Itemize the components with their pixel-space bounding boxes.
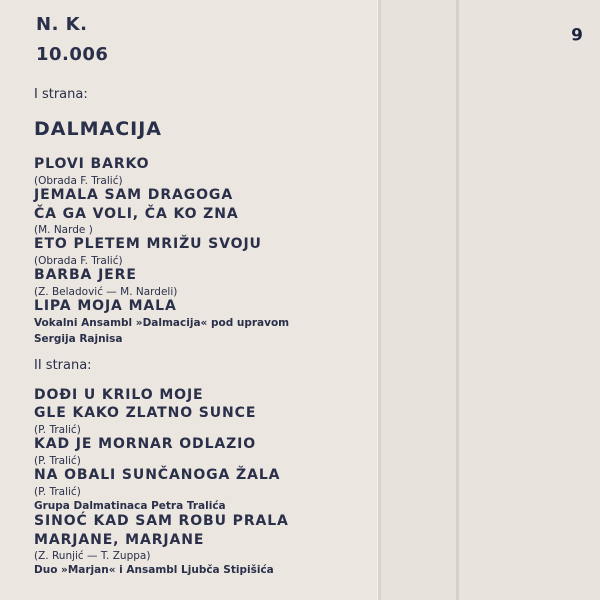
track-credit: (Obrada F. Tralić)	[34, 175, 123, 187]
track-title: ČA GA VOLI, ČA KO ZNA	[34, 206, 239, 222]
track-credit: (M. Narde )	[34, 224, 93, 236]
track-title: KAD JE MORNAR ODLAZIO	[34, 436, 257, 452]
performer-credit: Grupa Dalmatinaca Petra Tralića	[34, 500, 226, 512]
track-title: BARBA JERE	[34, 267, 137, 283]
track-title: NA OBALI SUNČANOGA ŽALA	[34, 467, 281, 483]
label-logo-icon: 6	[571, 23, 583, 43]
label-name: N. K.	[36, 14, 88, 35]
track-credit: (P. Tralić)	[34, 486, 81, 498]
track-credit: (Obrada F. Tralić)	[34, 255, 123, 267]
performer-credit: Sergija Rajnisa	[34, 333, 123, 345]
catalog-number: 10.006	[36, 44, 109, 65]
track-title: JEMALA SAM DRAGOGA	[34, 187, 234, 203]
side-b-heading: II strana:	[34, 358, 92, 373]
track-title: GLE KAKO ZLATNO SUNCE	[34, 405, 257, 421]
inlay-spine-panel	[381, 0, 456, 600]
inlay-flap-panel	[459, 0, 600, 600]
track-credit: (Z. Beladović — M. Nardeli)	[34, 286, 178, 298]
side-a-heading: I strana:	[34, 87, 88, 102]
track-credit: (Z. Runjić — T. Zuppa)	[34, 550, 151, 562]
performer-credit: Duo »Marjan« i Ansambl Ljubča Stipišića	[34, 564, 274, 576]
track-credit: (P. Tralić)	[34, 424, 81, 436]
track-title: MARJANE, MARJANE	[34, 532, 205, 548]
performer-credit: Vokalni Ansambl »Dalmacija« pod upravom	[34, 317, 290, 329]
track-credit: (P. Tralić)	[34, 455, 81, 467]
track-title: DOĐI U KRILO MOJE	[34, 387, 204, 403]
track-title: LIPA MOJA MALA	[34, 298, 177, 314]
track-title: ETO PLETEM MRIŽU SVOJU	[34, 236, 262, 252]
track-title: SINOĆ KAD SAM ROBU PRALA	[34, 513, 289, 529]
album-title: DALMACIJA	[34, 118, 162, 140]
track-title: PLOVI BARKO	[34, 156, 150, 172]
